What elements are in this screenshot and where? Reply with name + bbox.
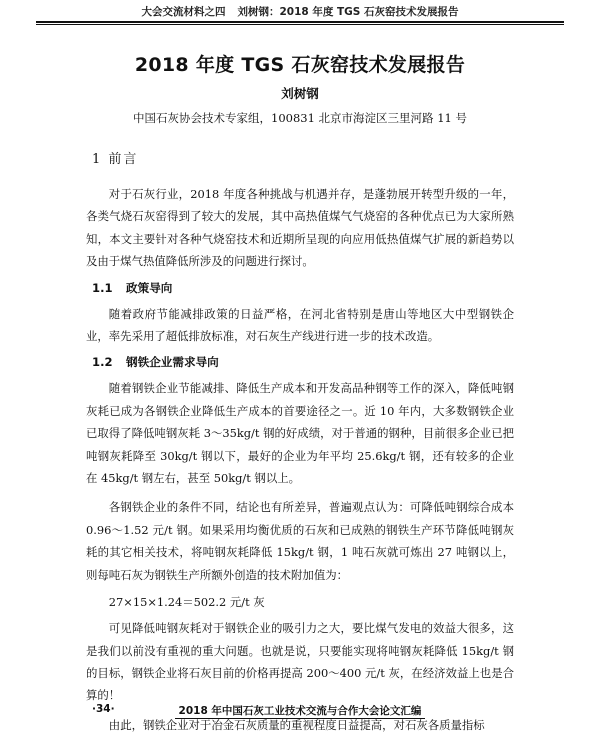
header-rule: [36, 21, 564, 23]
paper-body: [86, 148, 514, 743]
author: 刘树钢: [281, 86, 319, 101]
paragraph: 对于石灰行业，2018 年度各种挑战与机遇并存，是蓬勃展开转型升级的一年，各类气烧石灰窑得到了较大的发展，其中高热值煤气气烧窑的各种优点已为大家所熟知，本文主要针对各种气烧窑技术和近期所呈现的向应用低热值煤气扩展的新趋势以及由于煤气热值降低所涉及的问题进行探讨。: [86, 187, 514, 269]
paragraph: 随着钢铁企业节能减排、降低生产成本和开发高品种钢等工作的深入，降低吨钢灰耗已成为各钢铁企业降低生产成本的首要途径之一。近 10 年内，大多数钢铁企业已取得了降低吨钢灰耗 3～35kg/t 钢的好成绩，对于普通的钢种，目前很多企业已把吨钢灰耗降至 30kg/t 钢以下，最好的企业为年平均 25.6kg/t 钢，还有较多的企业在 45kg/t 钢左右，甚至 50kg/t 钢以上。: [86, 381, 514, 486]
section-heading-1-2: [92, 354, 514, 370]
footer-text: 2018 年中国石灰工业技术交流与合作大会论文汇编: [178, 705, 422, 717]
formula: 27×15×1.24＝502.2 元/t 灰: [108, 595, 265, 610]
section-heading-1: 1 前言: [92, 152, 139, 167]
paragraph: 各钢铁企业的条件不同，结论也有所差异，普遍观点认为：可降低吨钢综合成本 0.96～1.52 元/t 钢。如果采用均衡优质的石灰和已成熟的钢铁生产环节降低吨钢灰耗的其它相关技术，将吨钢灰耗降低 15kg/t 钢，1 吨石灰就可炼出 27 吨钢以上，则每吨石灰为钢铁生产所额外创造的技术附加值为：: [86, 500, 514, 582]
page-number: ·34·: [92, 703, 115, 715]
header-rule-thin: [36, 24, 564, 25]
running-header: [0, 4, 600, 19]
section-number: 1.2: [92, 355, 113, 370]
section-heading-1-1: [92, 280, 514, 296]
paragraph: 随着政府节能减排政策的日益严格，在河北省特别是唐山等地区大中型钢铁企业，率先采用了超低排放标准，对石灰生产线进行进一步的技术改造。: [86, 306, 514, 344]
section-number: 1.1: [92, 280, 113, 295]
paragraph: 由此，钢铁企业对于冶金石灰质量的重视程度日益提高，对石灰各质量指标: [108, 717, 485, 732]
affiliation: 中国石灰协会技术专家组，100831 北京市海淀区三里河路 11 号: [133, 111, 467, 125]
paragraph: 可见降低吨钢灰耗对于钢铁企业的吸引力之大，要比煤气发电的效益大很多，这是我们以前没有重视的重大问题。也就是说，只要能实现将吨钢灰耗降低 15kg/t 钢的目标，钢铁企业将石灰目前的价格再提高 200～400 元/t 灰，在经济效益上也是合算的！: [86, 621, 514, 703]
section-title: 钢铁企业需求导向: [126, 355, 219, 370]
section-title: 政策导向: [126, 280, 173, 295]
footer-rule: [175, 718, 425, 719]
paper-title: 2018 年度 TGS 石灰窑技术发展报告: [134, 54, 466, 76]
header-left: 大会交流材料之四: [141, 6, 226, 18]
header-right: 刘树钢：2018 年度 TGS 石灰窑技术发展报告: [237, 6, 459, 18]
